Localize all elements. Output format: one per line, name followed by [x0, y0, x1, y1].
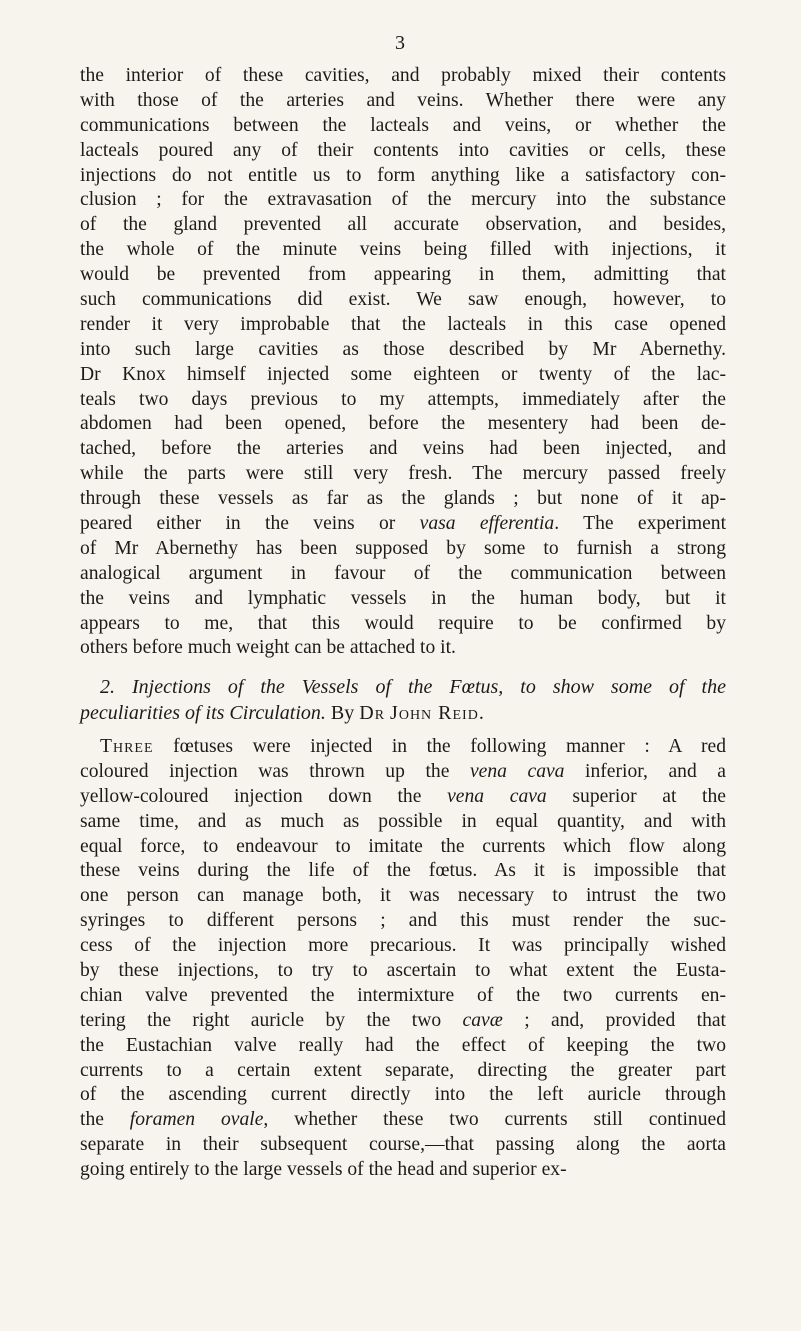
text-line: into such large cavities as those described by Mr Abernethy.	[80, 338, 726, 360]
latin-term-vasa-efferentia: vasa efferentia	[419, 513, 555, 535]
text-line: one person can manage both, it was necessary to intrust the two	[80, 885, 726, 907]
byline-prefix: By	[330, 702, 360, 724]
text-segment: peared either in the veins or	[80, 513, 420, 535]
text-line: through these vessels as far as the glands ; but none of it ap-	[80, 488, 726, 510]
section-2	[80, 675, 726, 1183]
latin-term-foramen-ovale: foramen ovale	[129, 1109, 264, 1131]
section-heading-line-1	[80, 675, 726, 701]
text-line: render it very improbable that the lacteals in this case opened	[80, 313, 726, 335]
text-line: abdomen had been opened, before the mesentery had been de-	[80, 413, 726, 435]
text-segment: . The experiment	[554, 513, 727, 535]
text-line: these veins during the life of the fœtus. As it is impossible that	[80, 860, 726, 882]
text-line: injections do not entitle us to form anything like a satisfactory con-	[80, 164, 726, 186]
text-segment: fœtuses were injected in the following manner : A red	[153, 736, 726, 757]
text-segment: tering the right auricle by the two	[80, 1009, 463, 1031]
text-line: chian valve prevented the intermixture of the two currents en-	[80, 984, 726, 1006]
latin-term-cavae: cavæ	[462, 1009, 503, 1031]
text-line: clusion ; for the extravasation of the mercury into the substance	[80, 189, 726, 211]
text-line: currents to a certain extent separate, directing the greater part	[80, 1059, 726, 1081]
text-line: the Eustachian valve really had the effect of keeping the two	[80, 1034, 726, 1056]
section-title-part-1: Injections of the Vessels of the Fœtus, to show some of the	[131, 676, 726, 698]
text-line: with those of the arteries and veins. Whether there were any	[80, 89, 726, 111]
text-line-foramen-ovale	[80, 1108, 726, 1133]
text-line: equal force, to endeavour to imitate the currents which flow along	[80, 835, 726, 857]
text-line-vena-cava-inferior	[80, 760, 726, 785]
text-line: Dr Knox himself injected some eighteen or twenty of the lac-	[80, 363, 726, 385]
text-line: of Mr Abernethy has been supposed by some to furnish a strong	[80, 537, 726, 559]
text-line-vena-cava-superior	[80, 785, 726, 810]
text-line: teals two days previous to my attempts, immediately after the	[80, 388, 726, 410]
text-segment: superior at the	[546, 785, 726, 807]
text-line-vasa-efferentia	[80, 512, 726, 537]
text-line: of the ascending current directly into the left auricle through	[80, 1084, 726, 1106]
text-line: separate in their subsequent course,—that passing along the aorta	[80, 1134, 726, 1156]
byline-dr: Dr	[359, 702, 386, 724]
text-line: such communications did exist. We saw enough, however, to	[80, 289, 726, 311]
text-segment: , whether these two currents still continued	[263, 1109, 726, 1131]
lead-word: Three	[100, 736, 154, 757]
section-heading-line-2	[80, 701, 726, 727]
text-line: cess of the injection more precarious. It was principally wished	[80, 935, 726, 957]
text-line: the whole of the minute veins being filled with injections, it	[80, 239, 726, 261]
text-line: of the gland prevented all accurate observation, and besides,	[80, 214, 726, 236]
text-segment: coloured injection was thrown up the	[80, 760, 470, 782]
text-line: syringes to different persons ; and this must render the suc-	[80, 910, 726, 932]
text-segment: yellow-coloured injection down the	[80, 785, 448, 807]
text-line: appears to me, that this would require to be confirmed by	[80, 612, 726, 634]
text-line: by these injections, to try to ascertain to what extent the Eusta-	[80, 960, 726, 982]
text-line: would be prevented from appearing in them, admitting that	[80, 264, 726, 286]
text-line: analogical argument in favour of the communication between	[80, 562, 726, 584]
text-segment: inferior, and a	[564, 760, 726, 782]
text-line: same time, and as much as possible in equal quantity, and with	[80, 810, 726, 832]
text-line: the veins and lymphatic vessels in the human body, but it	[80, 587, 726, 609]
text-line: lacteals poured any of their contents into cavities or cells, these	[80, 139, 726, 161]
text-line-cavae	[80, 1009, 726, 1034]
byline-author: John Reid.	[390, 702, 485, 724]
text-line: communications between the lacteals and veins, or whether the	[80, 114, 726, 136]
text-line: while the parts were still very fresh. The mercury passed freely	[80, 463, 726, 485]
page-number: 3	[395, 32, 406, 54]
latin-term-vena-cava: vena cava	[447, 785, 547, 807]
text-segment: the	[80, 1109, 130, 1131]
section-number: 2.	[100, 676, 115, 698]
text-line: others before much weight can be attached to it.	[80, 637, 456, 659]
text-line: the interior of these cavities, and probably mixed their contents	[80, 65, 726, 86]
text-line-first	[80, 735, 726, 760]
latin-term-vena-cava: vena cava	[469, 760, 565, 782]
paragraph-foetus-injection	[80, 735, 726, 1183]
paragraph-lacteals	[80, 64, 726, 661]
section-title-part-2: peculiarities of its Circulation.	[80, 702, 326, 724]
text-line: going entirely to the large vessels of the head and superior ex-	[80, 1159, 567, 1181]
text-line: tached, before the arteries and veins had been injected, and	[80, 438, 726, 460]
text-segment: ; and, provided that	[502, 1009, 727, 1031]
